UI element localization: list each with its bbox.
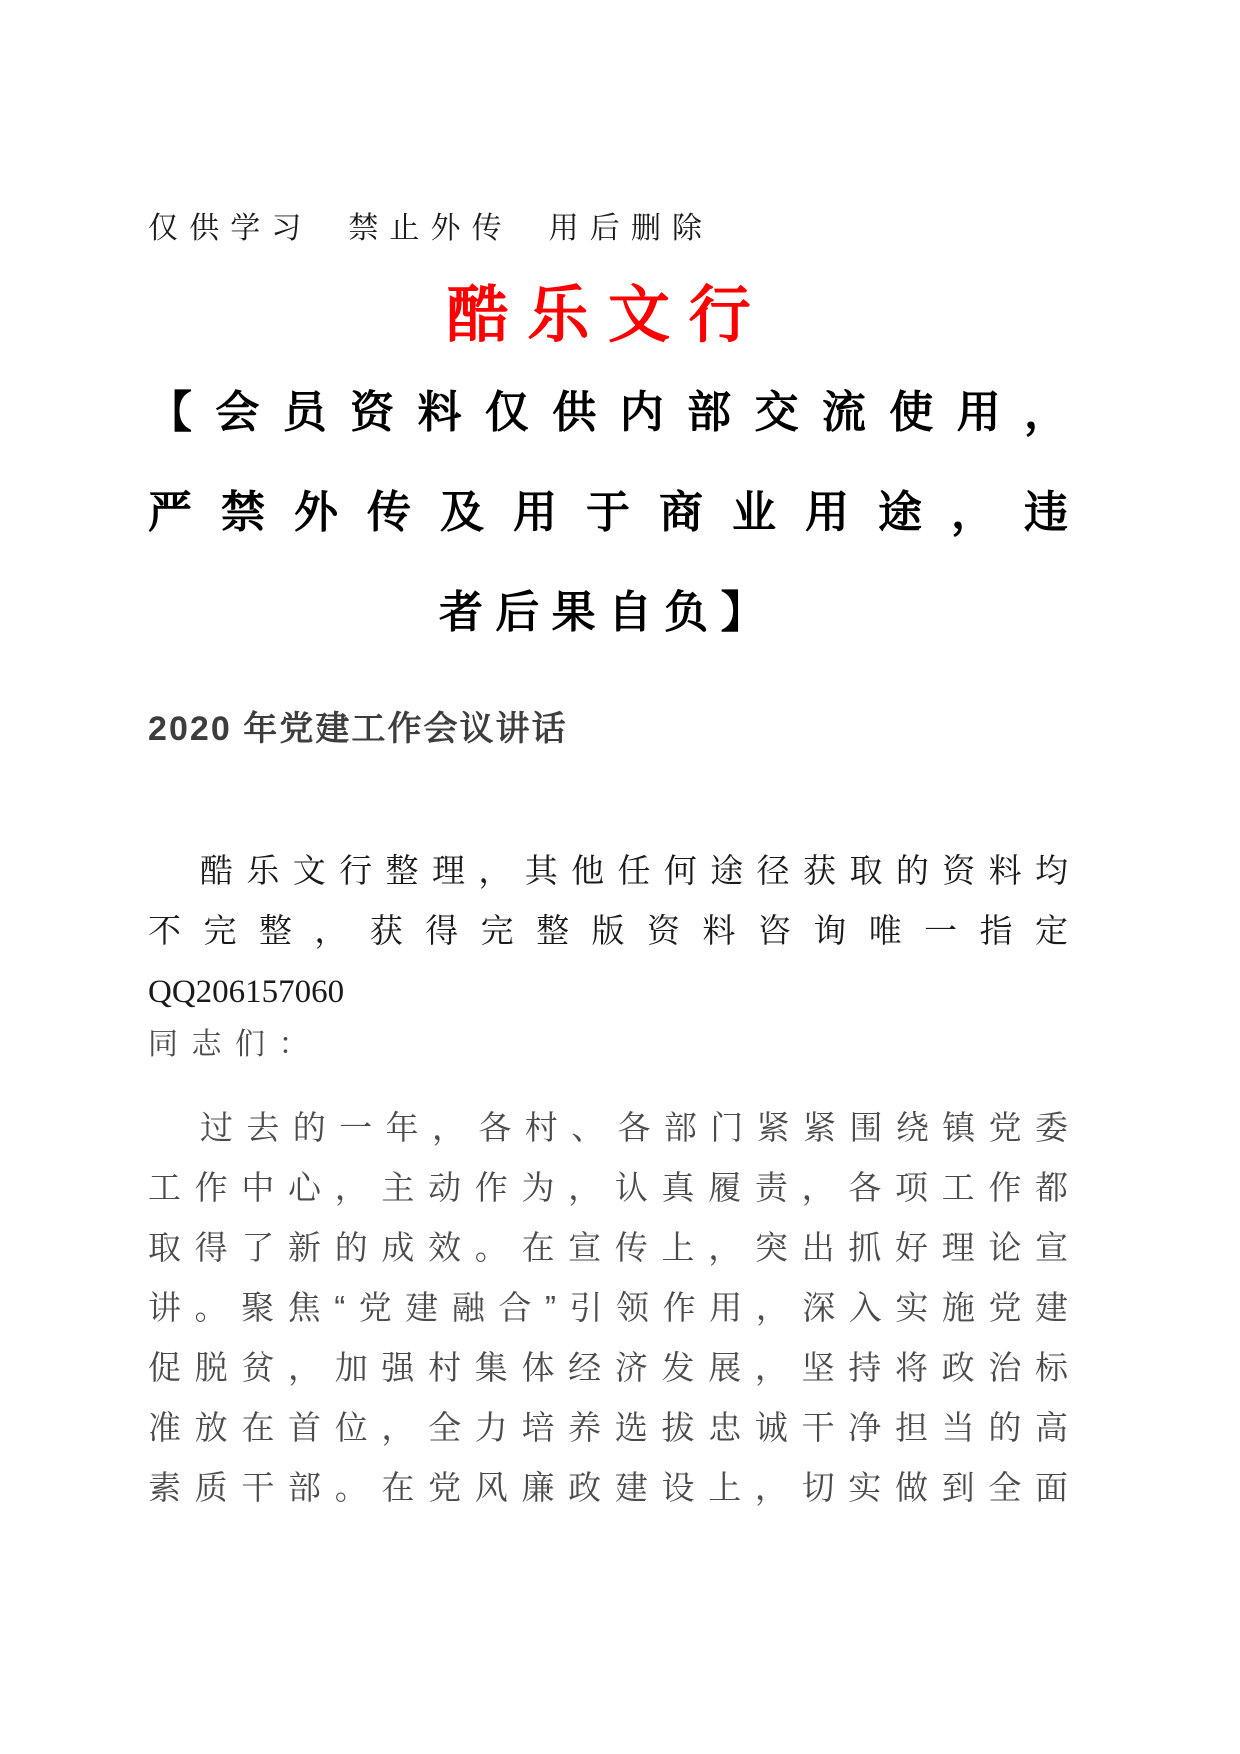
usage-warning-line: 仅供学习 禁止外传 用后删除 <box>148 212 714 245</box>
source-note-block <box>148 842 1068 1022</box>
source-note-line: 酷乐文行整理，其他任何途径获取的资料均 <box>200 854 1068 890</box>
body-line: 准放在首位，全力培养选拔忠诚干净担当的高 <box>148 1409 1068 1446</box>
speech-body-paragraph <box>148 1098 1068 1518</box>
member-notice-line: 【会员资料仅供内部交流使用， <box>148 388 1068 437</box>
body-line: 过去的一年，各村、各部门紧紧围绕镇党委 <box>200 1109 1068 1146</box>
qq-contact-line: QQ206157060 <box>148 974 345 1010</box>
body-line: 取得了新的成效。在宣传上，突出抓好理论宣 <box>148 1229 1068 1266</box>
body-line: 讲。聚焦“党建融合”引领作用，深入实施党建 <box>148 1289 1068 1326</box>
member-notice-line: 严禁外传及用于商业用途，违 <box>148 488 1068 537</box>
source-note-line: 不完整，获得完整版资料咨询唯一指定 <box>148 914 1068 950</box>
document-title: 2020 年党建工作会议讲话 <box>148 710 568 748</box>
body-line: 素质干部。在党风廉政建设上，切实做到全面 <box>148 1469 1068 1506</box>
member-notice-line: 者后果自负】 <box>439 588 777 637</box>
brand-title: 酷乐文行 <box>446 281 770 350</box>
salutation: 同志们： <box>148 1028 322 1061</box>
body-line: 促脱贫，加强村集体经济发展，坚持将政治标 <box>148 1349 1068 1386</box>
body-line: 工作中心，主动作为，认真履责，各项工作都 <box>148 1169 1068 1206</box>
member-notice-block <box>148 363 1068 663</box>
